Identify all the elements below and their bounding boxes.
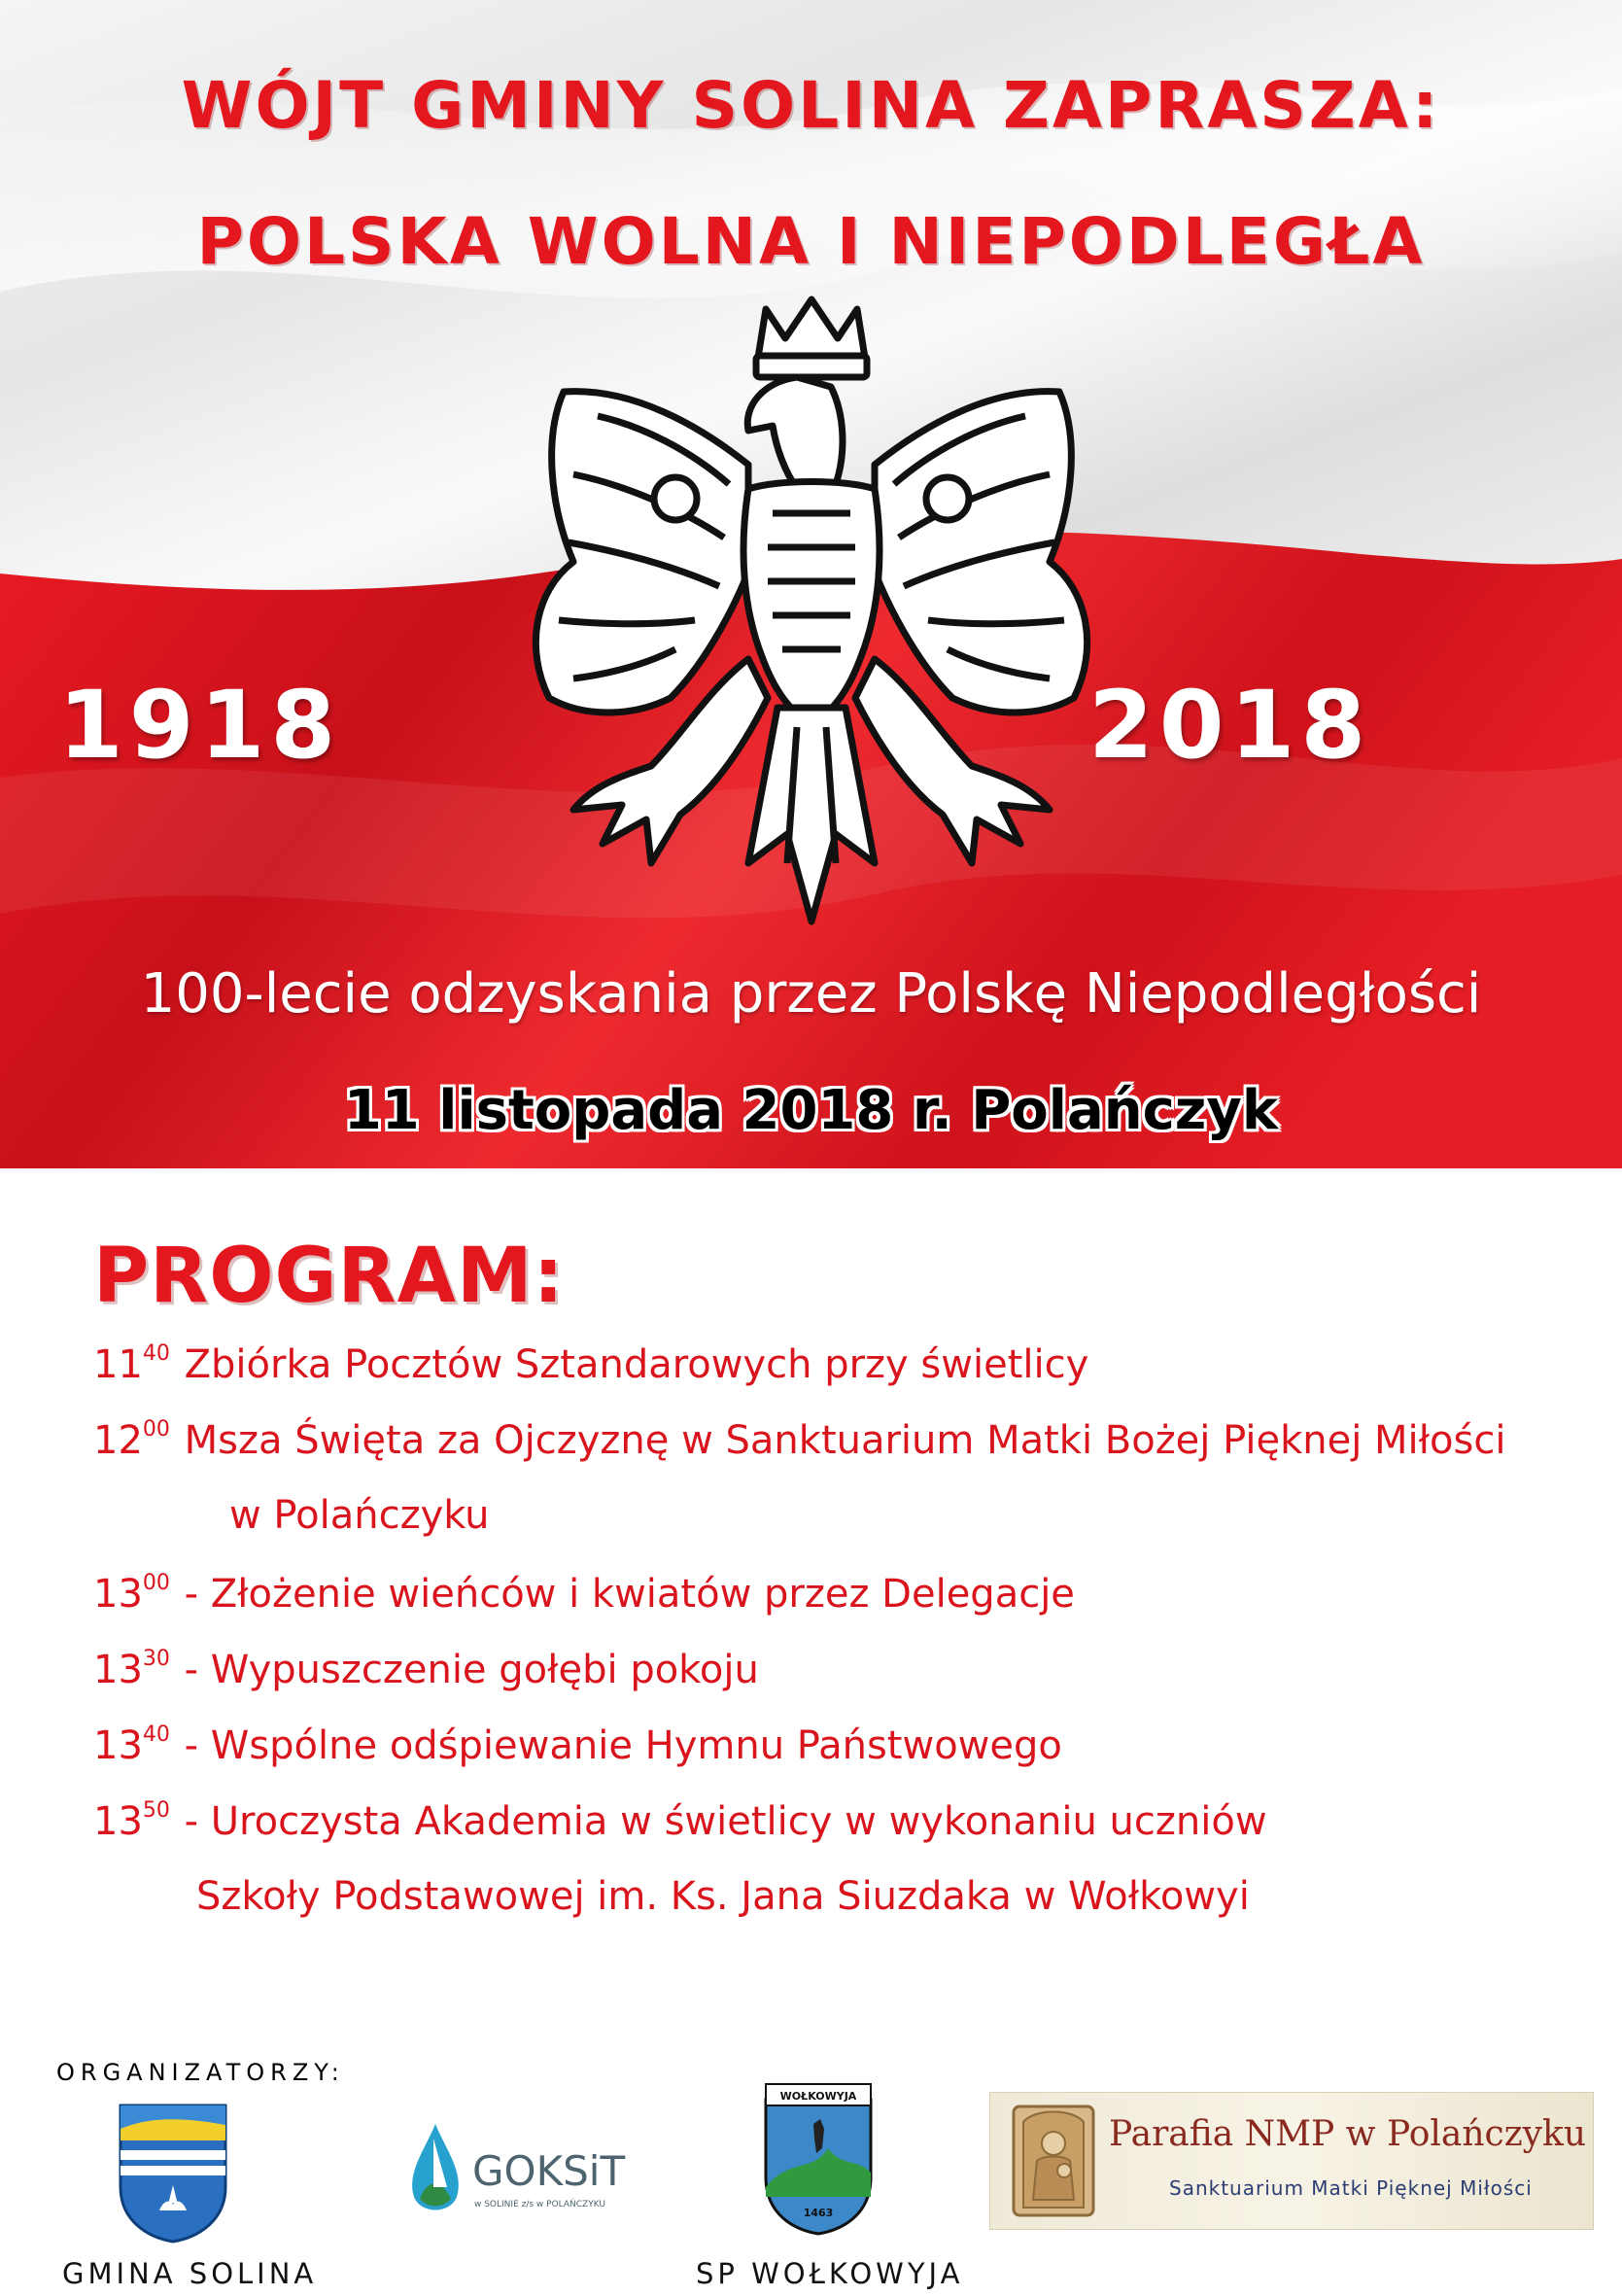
- program-minute: 50: [142, 1798, 170, 1823]
- program-minute: 00: [142, 1417, 170, 1442]
- title-line-2: POLSKA WOLNA I NIEPODLEGŁA: [196, 204, 1426, 279]
- program-item: [93, 1647, 759, 1692]
- wolkowyja-banner: WOŁKOWYJA: [779, 2090, 857, 2103]
- program-text-continued: w Polańczyku: [229, 1493, 490, 1538]
- gmina-solina-caption: GMINA SOLINA: [62, 2257, 318, 2290]
- program-item: [93, 1417, 1506, 1538]
- program-hour: 13: [93, 1648, 143, 1692]
- white-eagle-emblem: [505, 280, 1118, 951]
- program-item: [93, 1722, 1062, 1768]
- program-text: - Złożenie wieńców i kwiatów przez Delegacje: [184, 1572, 1075, 1617]
- program-minute: 40: [142, 1341, 170, 1366]
- program-text: - Wspólne odśpiewanie Hymnu Państwowego: [184, 1723, 1062, 1768]
- event-date-place: 11 listopada 2018 r. Polańczyk: [343, 1079, 1279, 1142]
- subtitle: 100-lecie odzyskania przez Polskę Niepodległości: [140, 962, 1482, 1026]
- program-text-continued: Szkoły Podstawowej im. Ks. Jana Siuzdaka w Wołkowyi: [196, 1874, 1250, 1919]
- goksit-name: GOKSiT: [472, 2147, 626, 2195]
- madonna-icon: [1010, 2103, 1097, 2219]
- program-text: Zbiórka Pocztów Sztandarowych przy świetlicy: [184, 1342, 1089, 1387]
- wolkowyja-crest: [760, 2080, 877, 2236]
- program-text: - Wypuszczenie gołębi pokoju: [184, 1648, 759, 1692]
- organizers-label: ORGANIZATORZY:: [56, 2059, 345, 2086]
- parafia-subtitle: Sanktuarium Matki Pięknej Miłości: [1169, 2176, 1533, 2200]
- gmina-solina-crest: [115, 2100, 231, 2245]
- program-item: [93, 1798, 1267, 1919]
- program-item: [93, 1341, 1088, 1387]
- sp-wolkowyja-caption: SP WOŁKOWYJA: [696, 2257, 964, 2290]
- title-line-1: WÓJT GMINY SOLINA ZAPRASZA:: [181, 68, 1441, 143]
- parafia-logo: [989, 2092, 1594, 2230]
- program-minute: 40: [142, 1722, 170, 1747]
- goksit-subtitle: w SOLINIE z/s w POLAŃCZYKU: [474, 2200, 605, 2209]
- program-minute: 30: [142, 1647, 170, 1671]
- program-hour: 11: [93, 1342, 143, 1387]
- year-start: 1918: [58, 671, 342, 780]
- parafia-name: Parafia NMP w Polańczyku: [1109, 2114, 1587, 2154]
- wolkowyja-year: 1463: [803, 2207, 834, 2219]
- program-text: Msza Święta za Ojczyznę w Sanktuarium Matki Bożej Pięknej Miłości: [184, 1418, 1506, 1463]
- program-hour: 13: [93, 1572, 143, 1617]
- goksit-logo: [397, 2119, 649, 2226]
- program-hour: 12: [93, 1418, 143, 1463]
- year-end: 2018: [1088, 671, 1372, 780]
- program-hour: 13: [93, 1723, 143, 1768]
- program-hour: 13: [93, 1799, 143, 1844]
- program-minute: 00: [142, 1571, 170, 1595]
- program-text: - Uroczysta Akademia w świetlicy w wykonaniu uczniów: [184, 1799, 1267, 1844]
- program-item: [93, 1571, 1075, 1617]
- program-heading: PROGRAM:: [93, 1233, 565, 1320]
